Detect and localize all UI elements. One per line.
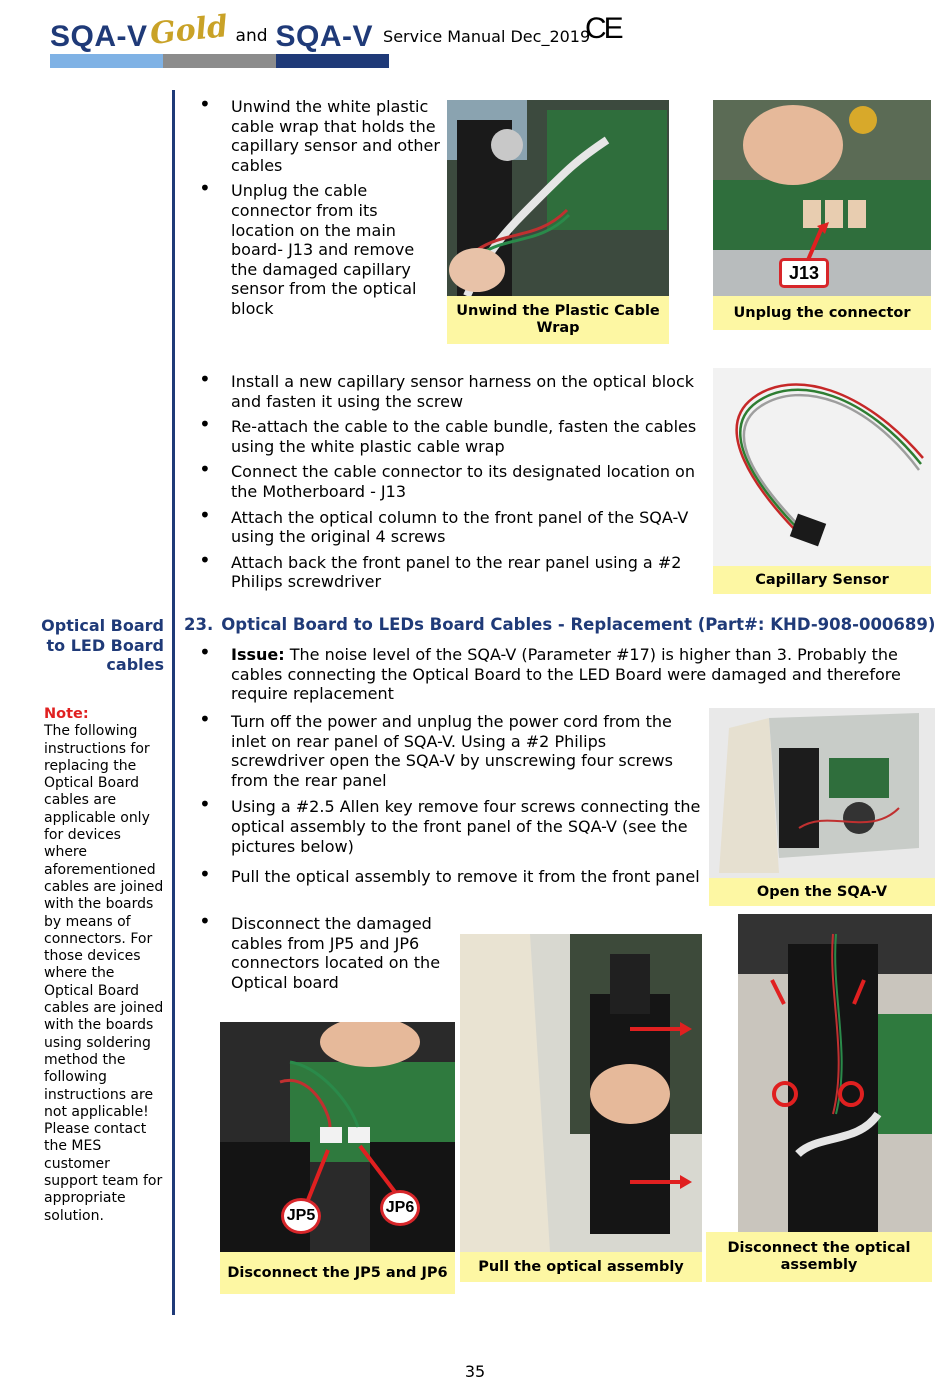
bar-navy (276, 54, 389, 68)
issue-text: The noise level of the SQA-V (Parameter #17) is higher than 3. Probably the cables connecting the Optical Board to the LED Board were damaged and therefore require replacement (231, 645, 901, 704)
issue-bullet (173, 645, 918, 704)
issue-label: Issue: (231, 645, 285, 664)
caption-pull: Pull the optical assembly (460, 1252, 702, 1282)
list-item: • Attach back the front panel to the rear panel using a #2 Philips screwdriver (173, 553, 703, 592)
page-number: 35 (464, 1362, 486, 1381)
caption-disconnect: Disconnect the optical assembly (706, 1232, 932, 1282)
list-item: • Pull the optical assembly to remove it from the front panel (173, 867, 703, 887)
jp5-callout: JP5 (281, 1198, 321, 1234)
list-item: • Re-attach the cable to the cable bundle, fasten the cables using the white plastic cable wrap (173, 417, 703, 456)
note-label: Note: (44, 706, 89, 722)
caption-unwind: Unwind the Plastic Cable Wrap (447, 296, 669, 344)
photo-disconnect-assembly (738, 914, 932, 1232)
section23-bullets (173, 712, 703, 894)
photo-jp5-jp6 (220, 1022, 455, 1252)
note-box (44, 706, 168, 1225)
list-item: • Attach the optical column to the front panel of the SQA-V using the original 4 screws (173, 508, 703, 547)
list-item: • Unwind the white plastic cable wrap that holds the capillary sensor and other cables (173, 97, 443, 175)
bar-light-blue (50, 54, 163, 68)
jp6-callout: JP6 (380, 1190, 420, 1226)
list-item (173, 645, 918, 704)
brand-and: and (235, 26, 268, 46)
photo-pull-assembly (460, 934, 702, 1252)
caption-open: Open the SQA-V (709, 878, 935, 906)
block1-bullets (173, 97, 443, 319)
block2-bullets (173, 372, 703, 592)
section-heading (184, 615, 935, 634)
photo-capillary-sensor (713, 368, 931, 566)
list-item: • Turn off the power and unplug the power cord from the inlet on rear panel of SQA-V. Using a #2 Philips screwdriver open the SQA-V by unscrewing four screws from the rear panel (173, 712, 703, 790)
bar-gray (163, 54, 276, 68)
header (50, 10, 590, 54)
list-item: • Connect the cable connector to its designated location on the Motherboard - J13 (173, 462, 703, 501)
j13-label: J13 (779, 258, 829, 288)
note-text: The following instructions for replacing the Optical Board cables are applicable only for devices where aforementioned cables are joined with the boards by means of connectors. For those devices where the Optical Board cables are joined with the boards using soldering method the following instructions are not applicable! Please contact the MES customer support team for appropriate solution. (44, 723, 164, 1224)
caption-capillary-sensor: Capillary Sensor (713, 566, 931, 594)
list-item: • Unplug the cable connector from its location on the main board- J13 and remove the damaged capillary sensor from the optical block (173, 181, 443, 318)
caption-unplug: Unplug the connector (713, 296, 931, 330)
list-item: • Disconnect the damaged cables from JP5 and JP6 connectors located on the Optical board (173, 914, 453, 992)
section-title: Optical Board to LEDs Board Cables - Replacement (Part#: KHD-908-000689) (221, 615, 936, 634)
section23-last-bullet (173, 914, 453, 992)
ce-mark-icon: CE (585, 12, 621, 45)
brand-sqa-v-2: SQA-V (275, 20, 374, 53)
photo-unplug-connector (713, 100, 931, 296)
manual-title: Service Manual Dec_2019 (383, 27, 591, 46)
side-heading: Optical Board to LED Board cables (41, 616, 164, 674)
header-color-bars (50, 54, 389, 68)
brand-gold: Gold (147, 9, 230, 52)
caption-jp: Disconnect the JP5 and JP6 (220, 1252, 455, 1294)
list-item: • Using a #2.5 Allen key remove four screws connecting the optical assembly to the front panel of the SQA-V (see the pictures below) (173, 797, 703, 856)
photo-open-sqa-v (709, 708, 935, 878)
list-item: • Install a new capillary sensor harness on the optical block and fasten it using the screw (173, 372, 703, 411)
photo-unwind-cable-wrap (447, 100, 669, 296)
brand-sqa-v: SQA-V (50, 20, 148, 53)
section-number: 23. (184, 615, 214, 634)
